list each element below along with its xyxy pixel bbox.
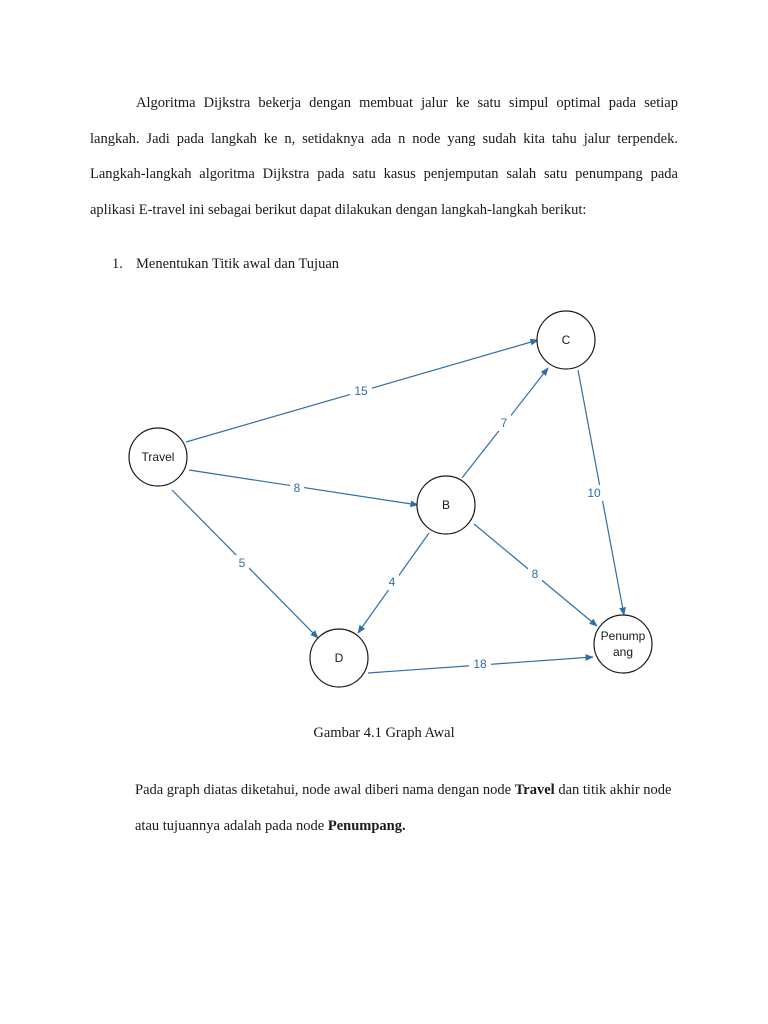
node-c	[537, 311, 595, 369]
conclusion-text-1: Pada graph diatas diketahui, node awal diberi nama dengan node	[135, 782, 515, 798]
node-penumpang-label-1: Penump	[600, 629, 646, 643]
edge-label-c-penumpang: 10	[587, 486, 601, 500]
graph-edges	[172, 340, 624, 673]
node-b-label: B	[441, 498, 451, 512]
conclusion-paragraph	[135, 772, 695, 844]
node-penumpang-label-2: ang	[612, 645, 634, 659]
list-item-1	[112, 250, 339, 278]
edge-label-b-d: 4	[388, 575, 396, 589]
graph-figure	[0, 290, 768, 710]
list-text: Menentukan Titik awal dan Tujuan	[136, 256, 340, 272]
node-penumpang	[594, 615, 652, 673]
intro-text: Algoritma Dijkstra bekerja dengan membuat jalur ke satu simpul optimal pada setiap langkah. Jadi pada langkah ke n, setidaknya ada n node yang sudah kita tahu jalur terpendek. Langkah-langkah algoritma Dijkstra pada satu kasus penjemputan salah satu penumpang pada aplikasi E-travel ini sebagai berikut dapat dilakukan dengan langkah-langkah berikut:	[90, 95, 678, 218]
edge-label-travel-b: 8	[293, 481, 301, 495]
node-d	[310, 629, 368, 687]
figure-caption: Gambar 4.1 Graph Awal	[313, 725, 455, 741]
conclusion-text-2: dan titik akhir node atau tujuannya adalah pada node	[135, 782, 672, 834]
edge-label-travel-c: 15	[354, 384, 368, 398]
node-travel	[129, 428, 187, 486]
node-d-label: D	[334, 651, 344, 665]
node-c-label: C	[561, 333, 571, 347]
edge-label-d-penumpang: 18	[473, 657, 487, 671]
node-b	[417, 476, 475, 534]
conclusion-penumpang-bold: Penumpang.	[327, 818, 406, 834]
edge-labels	[235, 382, 604, 672]
intro-paragraph	[90, 86, 678, 228]
edge-label-b-penumpang: 8	[531, 567, 539, 581]
node-travel-label: Travel	[141, 450, 175, 464]
edge-label-b-c: 7	[500, 416, 508, 430]
list-number: 1.	[112, 256, 123, 272]
conclusion-travel-bold: Travel	[514, 782, 555, 798]
edge-label-travel-d: 5	[238, 556, 246, 570]
